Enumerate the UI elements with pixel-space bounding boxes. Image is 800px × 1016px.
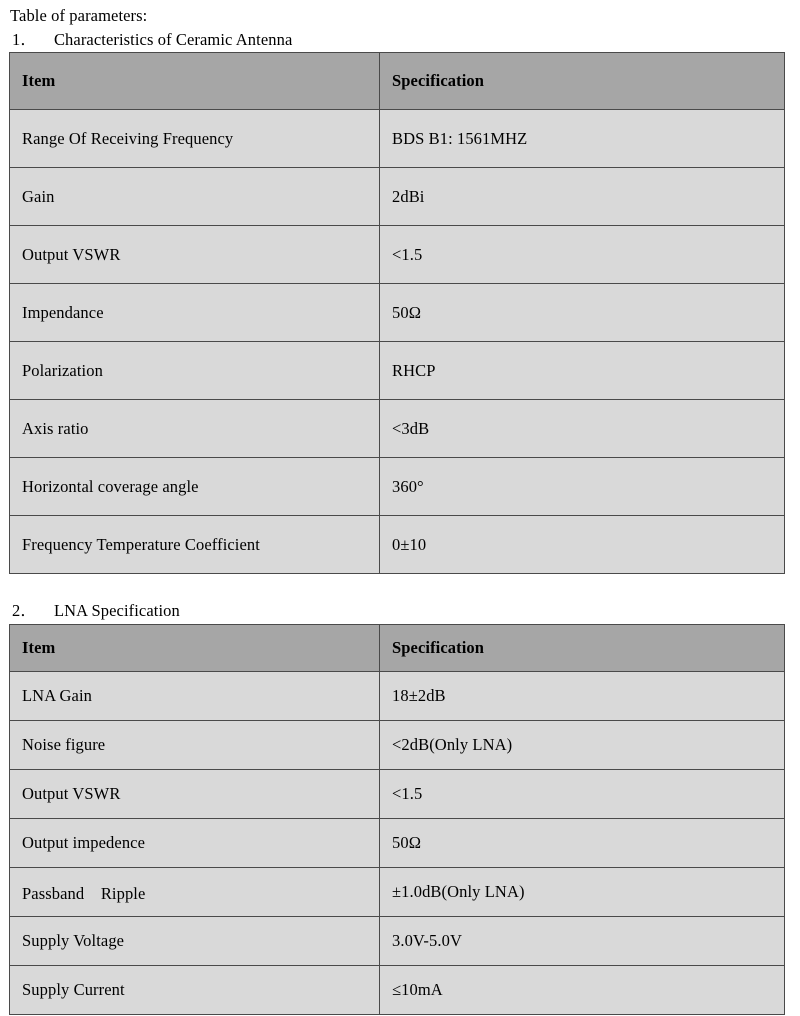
cell-item: Impendance — [10, 284, 380, 342]
cell-item: Horizontal coverage angle — [10, 458, 380, 516]
table-section-gap — [0, 574, 800, 596]
table-row — [10, 818, 785, 867]
cell-item: Output VSWR — [10, 769, 380, 818]
column-header-specification: Specification — [380, 53, 785, 110]
table-row — [10, 516, 785, 574]
cell-specification: BDS B1: 1561MHZ — [380, 110, 785, 168]
cell-item: Passband Ripple — [10, 867, 380, 916]
cell-specification: <3dB — [380, 400, 785, 458]
cell-item: Supply Voltage — [10, 916, 380, 965]
column-header-item: Item — [10, 53, 380, 110]
cell-item: Output VSWR — [10, 226, 380, 284]
table-ceramic-antenna — [9, 52, 785, 574]
table-row — [10, 720, 785, 769]
cell-specification: ±1.0dB(Only LNA) — [380, 867, 785, 916]
column-header-specification: Specification — [380, 624, 785, 671]
cell-specification: 0±10 — [380, 516, 785, 574]
table-header-row — [10, 624, 785, 671]
table-row — [10, 400, 785, 458]
cell-item: Frequency Temperature Coefficient — [10, 516, 380, 574]
cell-specification: RHCP — [380, 342, 785, 400]
cell-item: Supply Current — [10, 965, 380, 1014]
table-row — [10, 458, 785, 516]
table-row — [10, 342, 785, 400]
table-row — [10, 867, 785, 916]
section-number-2: 2． — [12, 601, 37, 620]
table-row — [10, 916, 785, 965]
cell-specification: 360° — [380, 458, 785, 516]
table-row — [10, 965, 785, 1014]
cell-item: Polarization — [10, 342, 380, 400]
section-heading-2 — [0, 596, 800, 624]
cell-specification: ≤10mA — [380, 965, 785, 1014]
cell-item: Axis ratio — [10, 400, 380, 458]
table-lna — [9, 624, 785, 1015]
cell-item: Output impedence — [10, 818, 380, 867]
table-row — [10, 226, 785, 284]
table-row — [10, 168, 785, 226]
cell-specification: 50Ω — [380, 818, 785, 867]
cell-specification: <2dB(Only LNA) — [380, 720, 785, 769]
cell-item: Gain — [10, 168, 380, 226]
cell-specification: 2dBi — [380, 168, 785, 226]
section-heading-1 — [0, 25, 800, 53]
cell-item: LNA Gain — [10, 671, 380, 720]
cell-specification: 50Ω — [380, 284, 785, 342]
section-number-1: 1． — [12, 29, 37, 49]
intro-line: Table of parameters: — [10, 6, 148, 25]
table-row — [10, 769, 785, 818]
table-row — [10, 110, 785, 168]
cell-specification: 3.0V-5.0V — [380, 916, 785, 965]
table-row — [10, 284, 785, 342]
column-header-item: Item — [10, 624, 380, 671]
section-title-2: LNA Specification — [53, 601, 180, 620]
cell-item: Range Of Receiving Frequency — [10, 110, 380, 168]
table-row — [10, 671, 785, 720]
table-header-row — [10, 53, 785, 110]
cell-specification: 18±2dB — [380, 671, 785, 720]
cell-specification: <1.5 — [380, 226, 785, 284]
cell-specification: <1.5 — [380, 769, 785, 818]
section-title-1: Characteristics of Ceramic Antenna — [53, 29, 293, 49]
cell-item: Noise figure — [10, 720, 380, 769]
